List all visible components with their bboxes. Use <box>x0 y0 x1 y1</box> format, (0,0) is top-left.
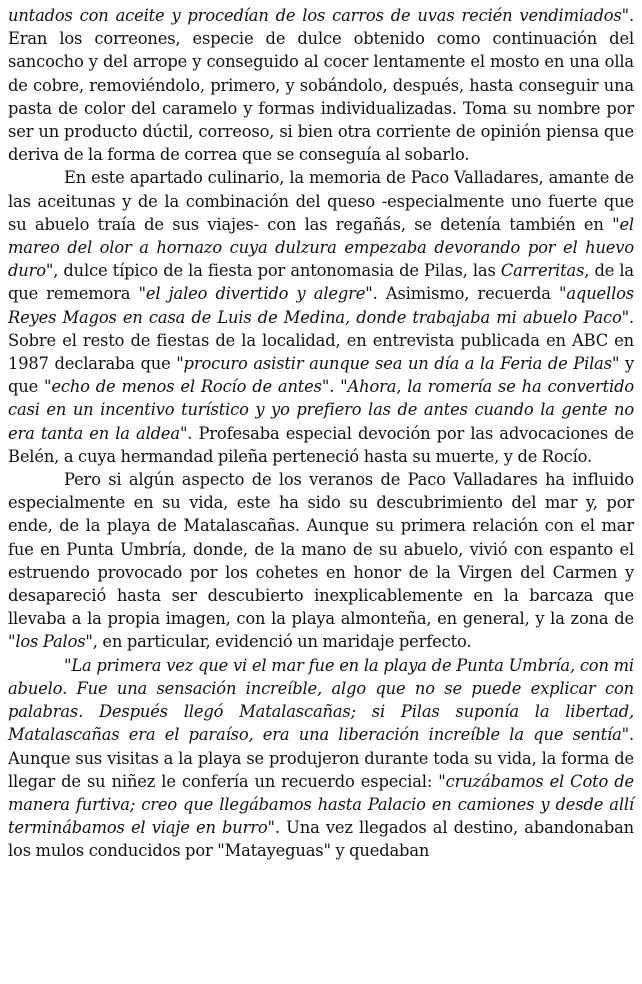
quoted-text: "el mareo del olor a hornazo cuya dulzura empezaba devorando por el huevo duro" <box>8 214 634 281</box>
paragraph <box>8 4 634 166</box>
body-text: En este apartado culinario, la memoria de Paco Valladares, amante de las aceitunas y de la combinación del queso -especialmente uno fuerte que su abuelo traía de sus viajes- con las regañás, se detenía también en <box>8 168 634 234</box>
paragraph <box>8 166 634 468</box>
quoted-text: "cruzábamos el Coto de manera furtiva; creo que llegábamos hasta Palacio en camiones y desde allí terminábamos el viaje en burro" <box>8 771 635 838</box>
body-text: . Sobre el resto de fiestas de la localidad, en entrevista publicada en ABC en 1987 declaraba que <box>8 307 634 374</box>
paragraph <box>8 468 634 654</box>
quoted-text: "el jaleo divertido y alegre" <box>138 284 373 304</box>
quoted-text: untados con aceite y procedían de los carros de uvas recién vendimiados" <box>8 6 629 25</box>
quoted-text: "La primera vez que vi el mar fue en la playa de Punta Umbría, con mi abuelo. Fue una sensación increíble, algo que no se puede explicar con palabras. Después llegó Matalascañas; si Pilas suponía la libertad, Matalascañas era el paraíso, era una liberación increíble la que sentía" <box>8 655 634 745</box>
document-body-text <box>8 4 634 863</box>
quoted-text: "echo de menos el Rocío de antes". "Ahora, la romería se ha convertido casi en un incentivo turístico y yo prefiero las de antes cuando la gente no era tanta en la aldea" <box>8 377 634 443</box>
body-text: Pero si algún aspecto de los veranos de Paco Valladares ha influido especialmente en su vida, este ha sido su descubrimiento del mar y, por ende, de la playa de Matalascañas. Aunque su primera relación con el mar fue en Punta Umbría, donde, de la mano de su abuelo, vivió con espanto el estruendo provocado por los cohetes en honor de la Virgen del Carmen y desapareció hasta ser descubierto inexplicablemente en la barcaza que llevaba a la propia imagen, con la playa almonteña, en general, y la zona de <box>8 470 634 629</box>
quoted-text: "procuro asistir aunque sea un día a la Feria de Pilas" <box>176 354 620 374</box>
paragraph <box>8 654 634 863</box>
body-text: , de la que rememora <box>8 261 634 304</box>
body-text: , en particular, evidenció un maridaje perfecto. <box>92 632 472 652</box>
body-text: . Asimismo, recuerda <box>372 284 560 304</box>
body-text: . Eran los correones, especie de dulce obtenido como continuación del sancocho y del arrope y conseguido al cocer lentamente el mosto en una olla de cobre, removiéndolo, primero, y sobándolo, después, hasta conseguir una pasta de color del caramelo y formas individualizadas. Toma su nombre por ser un producto dúctil, correoso, si bien otra corriente de opinión piensa que deriva de la forma de correa que se conseguía al sobarlo. <box>8 6 634 165</box>
body-text: . Una vez llegados al destino, abandonaban los mulos conducidos por "Matayeguas" y quedaban <box>8 818 635 861</box>
quoted-text: "aquellos Reyes Magos en casa de Luis de Medina, donde trabajaba mi abuelo Paco" <box>8 284 634 327</box>
body-text: . Profesaba especial devoción por las advocaciones de Belén, a cuya hermandad pileña perteneció hasta su muerte, y de Rocío. <box>8 423 634 466</box>
quoted-text: "los Palos" <box>8 632 93 652</box>
body-text: y que <box>8 354 634 397</box>
body-text: . Aunque sus visitas a la playa se produjeron durante toda su vida, la forma de llegar de su niñez le confería un recuerdo especial: <box>8 725 634 791</box>
quoted-text: Carreritas <box>500 261 585 281</box>
body-text: , dulce típico de la fiesta por antonomasia de Pilas, las <box>53 261 501 281</box>
